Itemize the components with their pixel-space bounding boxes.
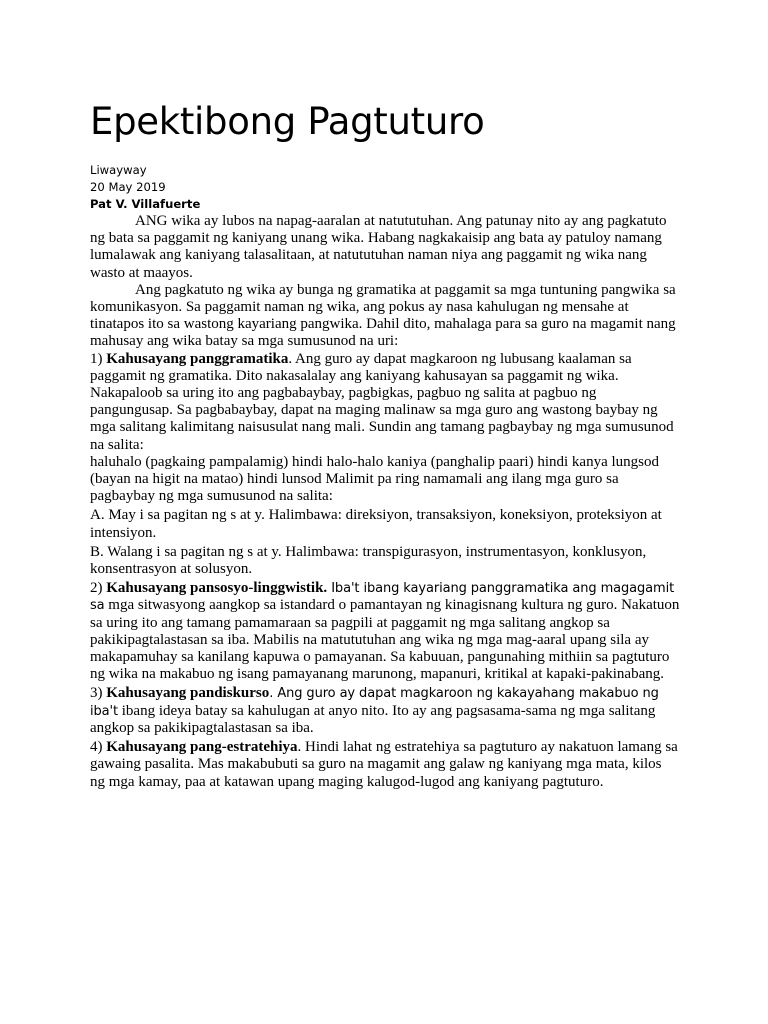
paragraph-rule-b: B. Walang i sa pagitan ng s at y. Halimbawa: transpigurasyon, instrumentasyon, konklusyon, konsentrasyon at solusyon.: [90, 543, 647, 578]
paragraph-rule-a: A. May i sa pagitan ng s at y. Halimbawa: direksiyon, transaksiyon, koneksiyon, proteksiyon at intensiyon.: [90, 507, 662, 541]
list-item-heading: Kahusayang panggramatika: [106, 350, 289, 367]
list-item-4: [90, 739, 680, 791]
publish-date: 20 May 2019: [90, 180, 166, 194]
list-item-text-sans: Iba't ibang kayariang panggramatika ang magagamit sa: [90, 581, 675, 614]
author-name: Pat V. Villafuerte: [90, 197, 201, 211]
list-item-heading: Kahusayang pandiskurso: [106, 685, 270, 702]
list-item-heading: Kahusayang pansosyo-linggwistik.: [106, 580, 328, 597]
list-item-text: ibang ideya batay sa kahulugan at anyo nito. Ito ay ang pagsasama-sama ng mga salitang angkop sa pakikipagtalastasan sa iba.: [90, 702, 656, 736]
list-number: 1): [90, 350, 103, 367]
article: [90, 96, 680, 791]
list-number: 3): [90, 685, 103, 702]
list-item-text: . Ang guro ay dapat magkaroon ng lubusang kaalaman sa paggamit ng gramatika. Dito nakasalalay ang kaniyang kahusayan sa paggamit ng wika. Nakapaloob sa uring ito ang pagbabaybay, pagbigkas, pagbuo ng salita at pagbuo ng pangungusap. Sa pagbabaybay, dapat na maging malinaw sa mga guro ang wastong baybay ng mga salitang kalimitang naisusulat nang mali. Sundin ang tamang pagbaybay ng mga sumusunod na salita:: [90, 350, 674, 453]
paragraph-intro: ANG wika ay lubos na napag-aaralan at natututuhan. Ang patunay nito ay ang pagkatuto ng bata sa paggamit ng kaniyang unang wika. Habang nagkakaisip ang bata ay patuloy namang lumalawak ang kaniyang talasalitaan, at natututuhan naman niya ang paggamit ng wika nang wasto at maayos.: [90, 213, 667, 281]
list-item-text-sans: . Ang guro ay dapat magkaroon ng kakayahang makabuo ng iba't: [90, 686, 659, 719]
list-item-text: . Hindi lahat ng estratehiya sa pagtuturo ay nakatuon lamang sa gawaing pasalita. Mas makabubuti sa guro na magamit ang galaw ng kaniyang mga mata, kilos ng mga kamay, paa at katawan upang maging kalugod-lugod ang kaniyang pagtuturo.: [90, 739, 678, 790]
list-item-heading: Kahusayang pang-estratehiya: [106, 739, 298, 756]
list-item-text: mga sitwasyong aangkop sa istandard o pamantayan ng kinagisnang kultura ng guro. Nakatuon sa uring ito ang tamang pamamaraan sa pagpili at paggamit ng mga salitang angkop sa pakikipagtalastasan sa iba. Mabilis na matututuhan ang wika ng mga mag-aaral upang sila ay makapamuhay sa kanilang kapuwa o pamayanan. Sa kabuuan, pangunahing mithiin sa pagtuturo ng wika na makabuo ng isang pamayanang marunong, mapanuri, kritikal at kapaki-pakinabang.: [90, 597, 680, 683]
list-number: 4): [90, 739, 103, 756]
source-name: Liwayway: [90, 163, 147, 177]
list-item-1: [90, 351, 680, 454]
paragraph-grammar: Ang pagkatuto ng wika ay bunga ng gramatika at paggamit sa mga tuntuning pangwika sa komunikasyon. Sa paggamit naman ng wika, ang pokus ay nasa kahulugan ng mensahe at tinatapos ito sa wastong kayariang pangwika. Dahil dito, mahalaga para sa guro na magamit nang mahusay ang wika batay sa mga sumusunod na uri:: [90, 281, 676, 350]
article-body: [90, 213, 680, 791]
list-item-3: [90, 685, 680, 737]
list-number: 2): [90, 580, 103, 597]
article-title: Epektibong Pagtuturo: [90, 100, 485, 143]
paragraph-spelling: haluhalo (pagkaing pampalamig) hindi halo-halo kaniya (panghalip paari) hindi kanya lungsod (bayan na higit na matao) hindi lunsod Malimit pa ring namamali ang ilang mga guro sa pagbaybay ng mga sumusunod na salita:: [90, 453, 660, 505]
list-item-2: [90, 580, 680, 683]
